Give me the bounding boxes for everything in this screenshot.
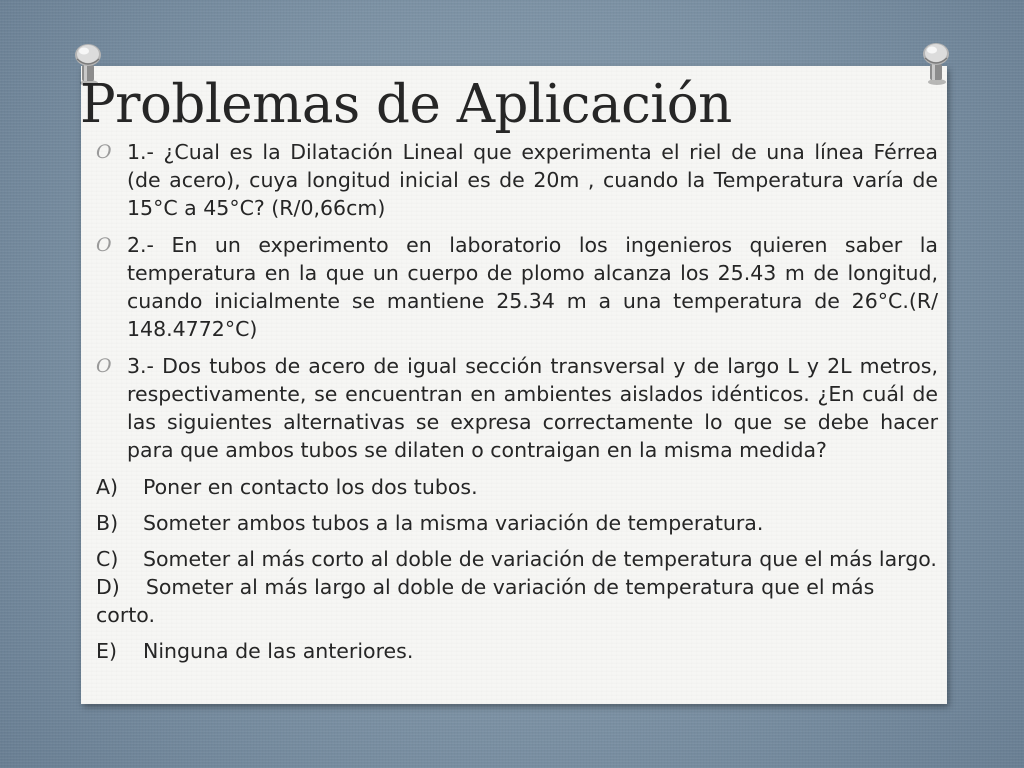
option-e: [96, 637, 938, 665]
pushpin-right-icon: [921, 42, 951, 86]
option-c-d: [96, 545, 944, 629]
bullet-o-icon: O: [96, 141, 112, 163]
option-a-text: Poner en contacto los dos tubos.: [143, 475, 478, 499]
problem-1: [96, 138, 938, 222]
option-e-text: Ninguna de las anteriores.: [143, 639, 414, 663]
slide-title: Problemas de Aplicación: [80, 74, 732, 135]
problem-2: [96, 231, 938, 343]
problem-3-text: 3.- Dos tubos de acero de igual sección transversal y de largo L y 2L metros, respectivamente, se encuentran en ambientes aislados idénticos. ¿En cuál de las siguientes alternativas se expresa correctamente lo que se debe hacer para que ambos tubos se dilaten o contraigan en la misma medida?: [127, 354, 938, 462]
option-c-d-text: Someter al más corto al doble de variación de temperatura que el más largo. D) Someter al más largo al doble de variación de temperatura que el más corto.: [96, 547, 944, 627]
bullet-o-icon: O: [96, 234, 112, 256]
problem-2-text: 2.- En un experimento en laboratorio los ingenieros quieren saber la temperatura en la que un cuerpo de plomo alcanza los 25.43 m de longitud, cuando inicialmente se mantiene 25.34 m a una temperatura de 26°C.(R/ 148.4772°C): [127, 233, 938, 341]
option-b-letter: B): [96, 511, 119, 535]
option-b: [96, 509, 938, 537]
bullet-o-icon: O: [96, 355, 112, 377]
option-a-letter: A): [96, 475, 119, 499]
problem-1-text: 1.- ¿Cual es la Dilatación Lineal que experimenta el riel de una línea Férrea (de acero), cuya longitud inicial es de 20m , cuando la Temperatura varía de 15°C a 45°C? (R/0,66cm): [127, 140, 938, 220]
slide-content: [96, 138, 944, 673]
option-c-letter: C): [96, 547, 119, 571]
option-b-text: Someter ambos tubos a la misma variación de temperatura.: [143, 511, 764, 535]
problem-3: [96, 352, 938, 464]
option-a: [96, 473, 938, 501]
option-e-letter: E): [96, 639, 117, 663]
